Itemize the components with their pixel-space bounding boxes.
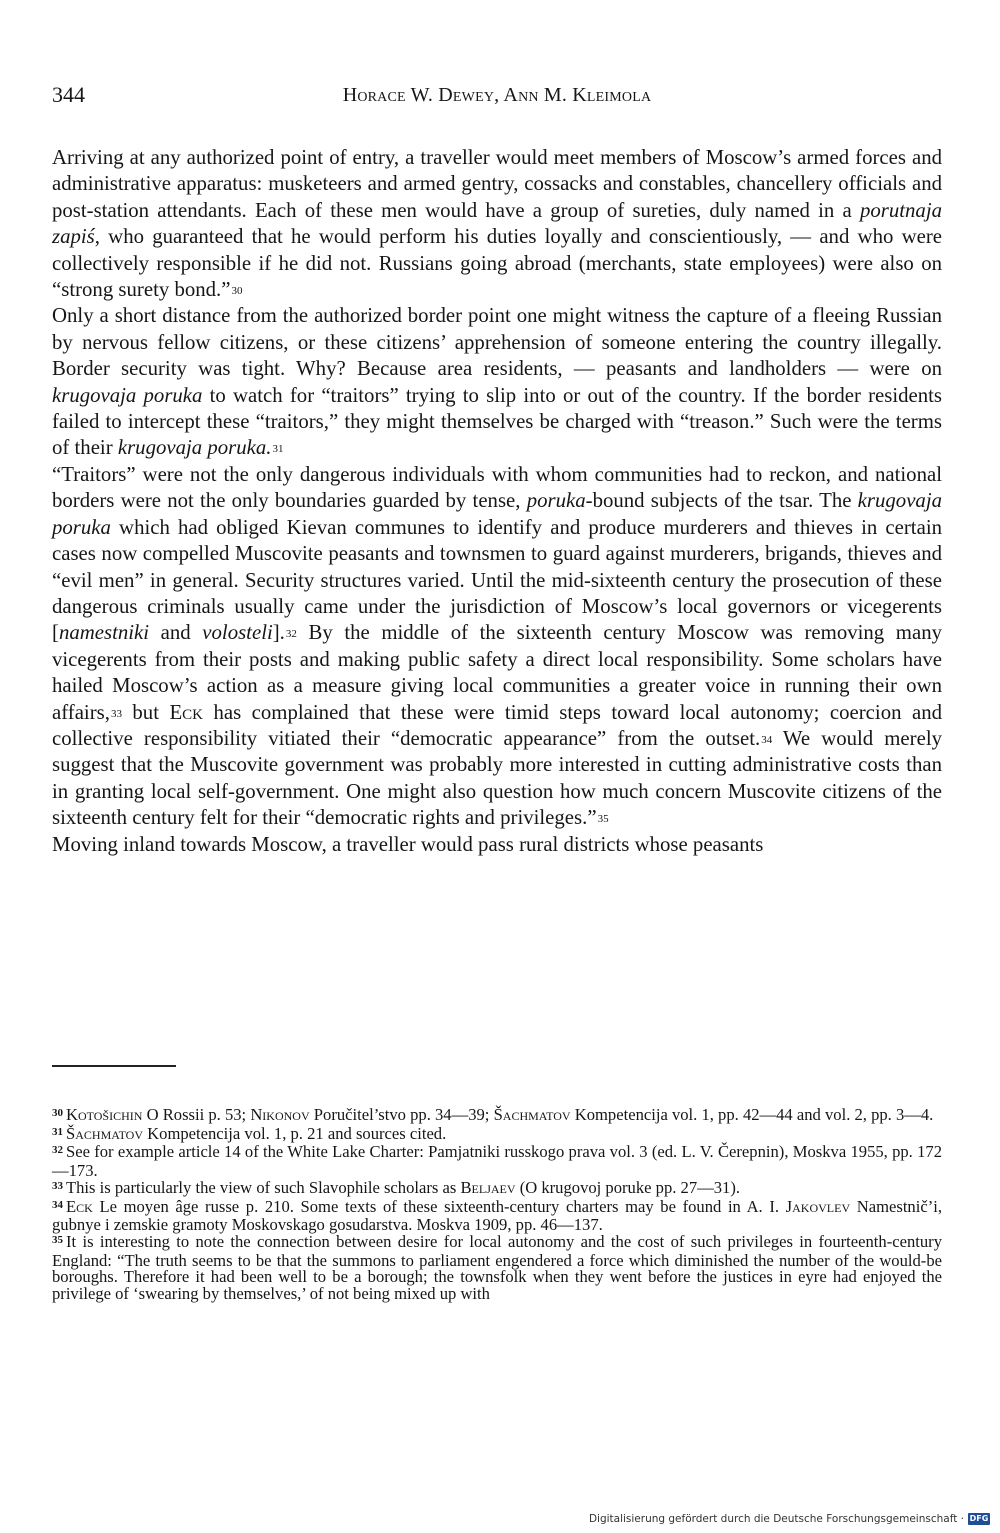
footnote-ref: 35 (597, 813, 609, 826)
paragraph: Arriving at any authorized point of entry, a traveller would meet members of Moscow’s armed forces and administrative apparatus: musketeers and armed gentry, cossacks and constables, chancellery officials and post-station attendants. Each of these men would have a group of sureties, duly named in a porutnaja zapiś, who guaranteed that he would perform his duties loyally and conscientiously, — and who were collectively responsible if he did not. Russians going abroad (merchants, state employees) were also on “strong surety bond.”$^{30}$ (52, 146, 942, 302)
footnote-32: $^{32}$ See for example article 14 of the White Lake Charter: Pamjatniki russkogo prava vol. 3 (ed. L. V. Čerepnin), Moskva 1955, pp. 172—173. (52, 1142, 942, 1181)
footnote-ref: 33 (110, 707, 122, 720)
running-head: Horace W. Dewey, Ann M. Kleimola (342, 84, 652, 106)
footnote-separator (52, 1065, 176, 1067)
footnote-ref: 31 (272, 443, 284, 456)
paragraph: Moving inland towards Moscow, a traveller would pass rural districts whose peasants (52, 832, 764, 856)
paragraph: Only a short distance from the authorized border point one might witness the capture of a fleeing Russian by nervous fellow citizens, or these citizens’ apprehension of someone entering the country illegally. Border security was tight. Why? Because area residents, — peasants and landholders — were on krugovaja poruka to watch for “traitors” trying to slip into or out of the country. If the border residents failed to intercept these “traitors,” they might themselves be charged with “treason.” Such were the terms of their krugovaja poruka.$^{31}$ (52, 304, 942, 460)
footnote-31: $^{31}$ Šachmatov Kompetencija vol. 1, p. 21 and sources cited. (52, 1123, 447, 1143)
footnote-34: $^{34}$ Eck Le moyen âge russe p. 210. Some texts of these sixteenth-century charters may be found in A. I. Jakovlev Namestnič’i, gubnye i zemskie gramoty Moskovskago gosudarstva. Moskva 1909, pp. 46—137. (52, 1196, 942, 1235)
footnote-35: $^{35}$ It is interesting to note the connection between desire for local autonomy and the cost of such privileges in fourteenth-century England: “The truth seems to be that the summons to parliament engendered a force which diminished the number of the would-be boroughs. Therefore it had been well to be a borough; the townsfolk when they went before the justices in eyre had enjoyed the privilege of ‘swearing by themselves,’ of not being mixed up with (52, 1231, 942, 1304)
footnote-ref: 30 (231, 285, 243, 298)
footnote-30: $^{30}$ Kotošichin O Rossii p. 53; Nikonov Poručitel’stvo pp. 34—39; Šachmatov Kompetencija vol. 1, pp. 42—44 and vol. 2, pp. 3—4. (52, 1105, 934, 1124)
digitization-text: Digitalisierung gefördert durch die Deutsche Forschungsgemeinschaft · (588, 1513, 964, 1525)
footnote-33: $^{33}$ This is particularly the view of such Slavophile scholars as Beljaev (O krugovoj poruke pp. 27—31). (52, 1177, 740, 1197)
page-header (52, 82, 942, 112)
page-number: 344 (52, 82, 85, 107)
footnote-ref: 34 (761, 733, 773, 746)
footnote-ref: 32 (285, 628, 297, 641)
paragraph: “Traitors” were not the only dangerous individuals with whom communities had to reckon, and national borders were not the only boundaries guarded by tense, poruka-bound subjects of the tsar. The krugovaja poruka which had obliged Kievan communes to identify and produce murderers and thieves in certain cases now compelled Muscovite peasants and townsmen to guard against murderers, brigands, thieves and “evil men” in general. Security structures varied. Until the mid-sixteenth century the prosecution of these dangerous criminals usually came under the jurisdiction of Moscow’s local governors or vicegerents [namestniki and volosteli].$^{32}$ By the middle of the sixteenth century Moscow was removing many vicegerents from their posts and making public safety a direct local responsibility. Some scholars have hailed Moscow’s action as a measure giving local communities a greater voice in running their own affairs,$^{33}$ but Eck has complained that these were timid steps toward local autonomy; coercion and collective responsibility vitiated their “democratic appearance” from the outset.$^{34}$ We would merely suggest that the Muscovite government was probably more interested in cutting administrative costs than in granting local self-government. One might also question how much concern Muscovite citizens of the sixteenth century felt for their “democratic rights and privileges.”$^{35}$ (52, 462, 943, 830)
dfg-logo-icon: DFG (969, 1514, 989, 1523)
footnotes (52, 1107, 942, 1303)
body-text (52, 145, 942, 858)
digitization-notice (589, 1513, 990, 1525)
